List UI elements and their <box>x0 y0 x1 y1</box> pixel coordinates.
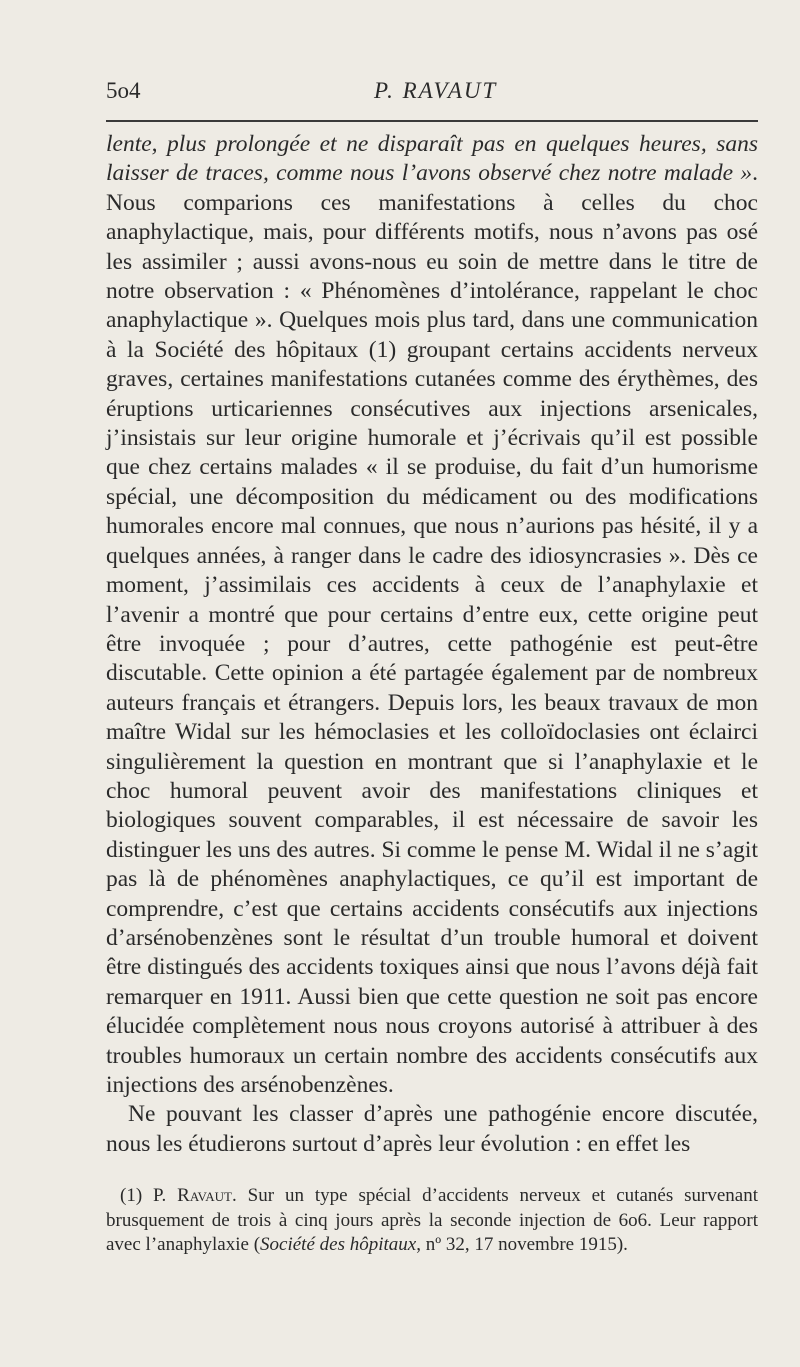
footnote-author: Ravaut <box>177 1185 232 1206</box>
paragraph-1 <box>106 130 758 1100</box>
page-content <box>106 0 758 1367</box>
main-text <box>106 130 758 1159</box>
paragraph-1-text: . Nous comparions ces manifestations à celles du choc anaphylactique, mais, pour différents motifs, nous n’avons pas osé les assimiler ; aussi avons-nous eu soin de mettre dans le titre de notre observation : « Phénomènes d’intolérance, rappelant le choc anaphylactique ». Quelques mois plus tard, dans une communication à la Société des hôpitaux (1) groupant certains accidents nerveux graves, certaines manifestations cutanées comme des érythèmes, des éruptions urticariennes consécutives aux injections arsenicales, j’insistais sur leur origine humorale et j’écrivais qu’il est possible que chez certains malades « il se produise, du fait d’un humorisme spécial, une décomposition du médicament ou des modifications humorales encore mal connues, que nous n’aurions pas hésité, il y a quelques années, à ranger dans le cadre des idiosyncrasies ». Dès ce moment, j’assimilais ces accidents à ceux de l’anaphylaxie et l’avenir a montré que pour certains d’entre eux, cette origine peut être invoquée ; pour d’autres, cette pathogénie est peut-être discutable. Cette opinion a été partagée également par de nombreux auteurs français et étrangers. Depuis lors, les beaux travaux de mon maître Widal sur les hémoclasies et les colloïdoclasies ont éclairci singulièrement la question en montrant que si l’anaphylaxie et le choc humoral peuvent avoir des manifestations cliniques et biologiques souvent comparables, il est nécessaire de savoir les distinguer les uns des autres. Si comme le pense M. Widal il ne s’agit pas là de phénomènes anaphylactiques, ce qu’il est important de comprendre, c’est que certains accidents consécutifs aux injections d’arsénobenzènes sont le résultat d’un trouble humoral et doivent être distingués des accidents toxiques ainsi que nous l’avons déjà fait remarquer en 1911. Aussi bien que cette question ne soit pas encore élucidée complètement nous nous croyons autorisé à attribuer à des troubles humoraux un certain nombre des accidents consécutifs aux injections des arsénobenzènes. <box>106 160 758 1098</box>
footnote-marker: (1) P. <box>120 1185 178 1206</box>
footnote-text-a: . Sur un type spécial d’accidents nerveux et cutanés survenant brusquement de trois à cinq jours après la seconde injection de 6o6. Leur rapport avec l’anaphylaxie ( <box>106 1185 758 1256</box>
italic-quote: lente, plus prolongée et ne disparaît pas en quelques heures, sans laisser de traces, comme nous l’avons observé chez notre malade » <box>106 131 758 187</box>
footnote-1 <box>106 1184 758 1258</box>
running-title: P. RAVAUT <box>374 78 498 103</box>
running-head <box>106 78 758 108</box>
header-rule <box>106 120 758 122</box>
footnote-text-b: , nº 32, 17 novembre 1915). <box>416 1234 628 1256</box>
footnotes <box>106 1184 758 1258</box>
footnote-journal: Société des hôpitaux <box>260 1234 417 1256</box>
page-number: 5o4 <box>106 78 141 103</box>
paragraph-2: Ne pouvant les classer d’après une pathogénie encore discutée, nous les étudierons surtout d’après leur évolution : en effet les <box>106 1101 758 1157</box>
